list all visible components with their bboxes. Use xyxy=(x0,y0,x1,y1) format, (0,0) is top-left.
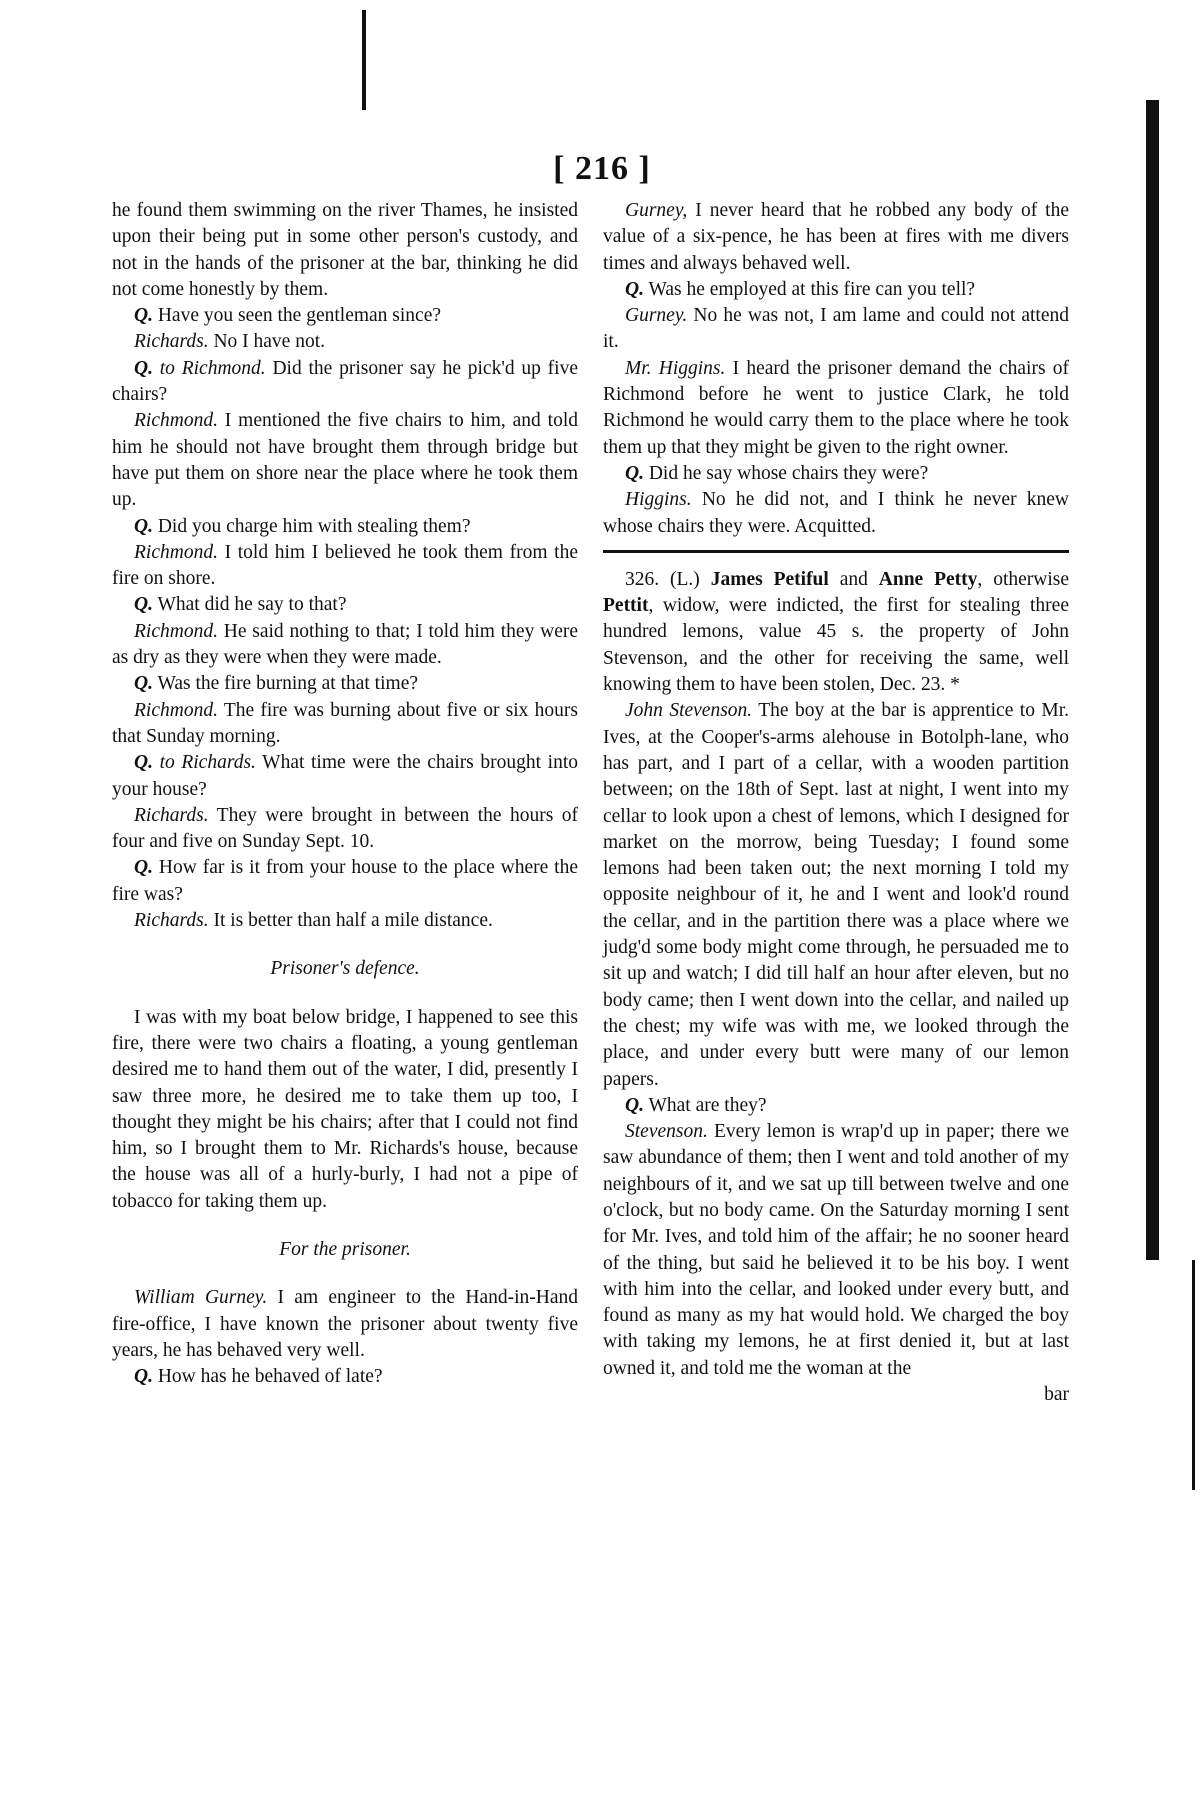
speaker-label: to Richards. xyxy=(152,752,256,774)
speaker-label: Mr. Higgins. xyxy=(625,357,726,379)
paragraph xyxy=(112,198,578,303)
question-marker: Q. xyxy=(134,1366,153,1388)
text-run: I never heard that he robbed any body of the value of a six-pence, he has been at fires with me divers times and always behaved well. xyxy=(603,200,1069,274)
text-run: Was the fire burning at that time? xyxy=(152,673,418,695)
left-column xyxy=(112,198,578,1390)
text-run: What time were the chairs brought into your house? xyxy=(112,752,578,800)
text-run: They were brought in between the hours of four and five on Sunday Sept. 10. xyxy=(112,804,578,853)
section-heading xyxy=(112,1237,578,1263)
question-marker: Q. xyxy=(625,278,644,300)
speaker-label: John Stevenson. xyxy=(625,700,753,722)
text-run: Did he say whose chairs they were? xyxy=(643,462,929,484)
text-run: The boy at the bar is apprentice to Mr. Ives, at the Cooper's-arms alehouse in Botolph-lane, who has part, and I part of a cellar, with a wooden partition between; on the 18th of Sept. last at night, I went into my cellar to look upon a chest of lemons, which I designed for market on the morrow, being Tuesday; I found some lemons had been taken out; the next morning I told my opposite neighbour of it, he and I went and look'd round the cellar, and in the partition there was a place where we judg'd some body might come through, he persuaded me to sit up and watch; I did till half an hour after eleven, but no body came; then I went down into the cellar, and nailed up the chest; my wife was with me, we looked through the place, and under every butt were many of our lemon papers. xyxy=(603,700,1069,1090)
speaker-label: Richmond. xyxy=(134,620,218,642)
speaker-label: Stevenson. xyxy=(625,1121,708,1143)
text-run: Did you charge him with stealing them? xyxy=(152,515,471,537)
question-marker: Q. xyxy=(134,515,153,537)
text-run: How far is it from your house to the place where the fire was? xyxy=(112,857,578,905)
text-run: How has he behaved of late? xyxy=(152,1366,383,1388)
blackletter-name: Pettit xyxy=(603,595,649,617)
text-run: No I have not. xyxy=(208,331,326,353)
catchword xyxy=(603,1382,1069,1408)
text-run: What did he say to that? xyxy=(152,594,347,616)
question-marker: Q. xyxy=(625,462,644,484)
speaker-label: Gurney, xyxy=(625,200,688,221)
text-run: No he did not, and I think he never knew whose chairs they were. Acquitted. xyxy=(603,489,1069,537)
blackletter-name: James Petiful xyxy=(710,568,829,590)
paragraph xyxy=(603,356,1069,461)
speaker-label: William Gurney. xyxy=(134,1287,268,1309)
page-number: [ 216 ] xyxy=(553,150,651,187)
question-marker: Q. xyxy=(134,357,153,379)
paragraph xyxy=(603,198,1069,277)
paragraph xyxy=(112,329,578,355)
text-run: 326. (L.) xyxy=(625,568,711,590)
paragraph xyxy=(112,803,578,856)
text-run: What are they? xyxy=(643,1094,767,1116)
speaker-label: Richards. xyxy=(134,910,209,932)
paragraph xyxy=(112,698,578,751)
paragraph xyxy=(112,514,578,540)
speaker-label: Richmond. xyxy=(134,410,218,432)
text-run: He said nothing to that; I told him they were as dry as they were when they were made. xyxy=(112,620,578,669)
paragraph xyxy=(112,408,578,513)
text-run: It is better than half a mile distance. xyxy=(208,910,493,932)
paragraph xyxy=(603,277,1069,303)
speaker-label: to Richmond. xyxy=(152,357,266,379)
text-run: No he was not, I am lame and could not attend it. xyxy=(603,305,1069,353)
text-run: I am engineer to the Hand-in-Hand fire-office, I have known the prisoner about twenty five years, he has behaved very well. xyxy=(112,1287,578,1361)
speaker-label: Richards. xyxy=(134,804,209,826)
paragraph xyxy=(603,567,1069,698)
question-marker: Q. xyxy=(134,752,153,774)
text-run: I told him I believed he took them from the fire on shore. xyxy=(112,541,578,590)
section-divider xyxy=(603,550,1069,553)
paragraph xyxy=(603,487,1069,540)
text-run: , otherwise xyxy=(977,568,1070,590)
question-marker: Q. xyxy=(625,1094,644,1116)
text-run: and xyxy=(828,568,879,590)
paragraph xyxy=(112,1364,578,1390)
text-run: bar xyxy=(1044,1384,1069,1406)
paragraph xyxy=(112,303,578,329)
paragraph xyxy=(603,303,1069,356)
paragraph xyxy=(112,855,578,908)
text-run: The fire was burning about five or six hours that Sunday morning. xyxy=(112,699,578,747)
paragraph xyxy=(112,356,578,409)
paragraph xyxy=(112,908,578,934)
scan-edge-mark-right xyxy=(1146,100,1159,1260)
paragraph xyxy=(112,671,578,697)
question-marker: Q. xyxy=(134,305,153,327)
text-run: Did the prisoner say he pick'd up five chairs? xyxy=(112,357,578,406)
text-run: I heard the prisoner demand the chairs of Richmond before he went to justice Clark, he told Richmond he would carry them to the place where he took them up that they might be given to the right owner. xyxy=(603,357,1070,458)
text-run: I mentioned the five chairs to him, and told him he should not have brought them through bridge but have put them on shore near the place where he took them up. xyxy=(112,410,578,511)
speaker-label: Gurney. xyxy=(625,305,688,327)
paragraph xyxy=(112,1005,578,1215)
scan-edge-mark-top xyxy=(362,10,366,110)
text-run: For the prisoner. xyxy=(279,1238,411,1260)
text-run: Was he employed at this fire can you tell? xyxy=(643,278,976,300)
paragraph xyxy=(112,540,578,593)
paragraph xyxy=(603,461,1069,487)
text-run: he found them swimming on the river Thames, he insisted upon their being put in some other person's custody, and not in the hands of the prisoner at the bar, thinking he did not come honestly by them. xyxy=(112,200,578,300)
paragraph xyxy=(112,592,578,618)
text-run: I was with my boat below bridge, I happened to see this fire, there were two chairs a floating, a young gentleman desired me to hand them out of the water, I did, presently I saw three more, he desired me to take them up too, I thought they might be his chairs; after that I could not find him, so I brought them to Mr. Richards's house, because the house was all of a hurly-burly, I had not a pipe of tobacco for taking them up. xyxy=(112,1006,578,1212)
question-marker: Q. xyxy=(134,857,153,879)
question-marker: Q. xyxy=(134,673,153,695)
blackletter-name: Anne Petty xyxy=(878,568,978,590)
paragraph xyxy=(603,698,1069,1092)
question-marker: Q. xyxy=(134,594,153,616)
paragraph xyxy=(112,619,578,672)
text-run: Prisoner's defence. xyxy=(270,958,420,980)
speaker-label: Richards. xyxy=(134,331,209,353)
text-run: Have you seen the gentleman since? xyxy=(152,305,442,327)
speaker-label: Richmond. xyxy=(134,541,218,563)
paragraph xyxy=(112,750,578,803)
section-heading xyxy=(112,956,578,982)
scan-edge-mark-right-lower xyxy=(1192,1260,1195,1490)
paragraph xyxy=(603,1093,1069,1119)
paragraph xyxy=(112,1285,578,1364)
paragraph xyxy=(603,1119,1069,1382)
speaker-label: Richmond. xyxy=(134,699,218,721)
speaker-label: Higgins. xyxy=(625,489,692,511)
right-column xyxy=(603,198,1069,1408)
text-run: , widow, were indicted, the first for stealing three hundred lemons, value 45 s. the property of John Stevenson, and the other for receiving the same, well knowing them to have been stolen, Dec. 23. * xyxy=(603,595,1069,696)
text-run: Every lemon is wrap'd up in paper; there we saw abundance of them; then I went and told another of my neighbours of it, and we sat up till between twelve and one o'clock, but no body came. On the Saturday morning I sent for Mr. Ives, and told him of the affair; he no sooner heard of the thing, but said he believed it to be his boy. I went with him into the cellar, and looked under every butt, and found as many as my hat would hold. We charged the boy with taking my lemons, he at first denied it, but at last owned it, and told me the woman at the xyxy=(603,1121,1069,1379)
